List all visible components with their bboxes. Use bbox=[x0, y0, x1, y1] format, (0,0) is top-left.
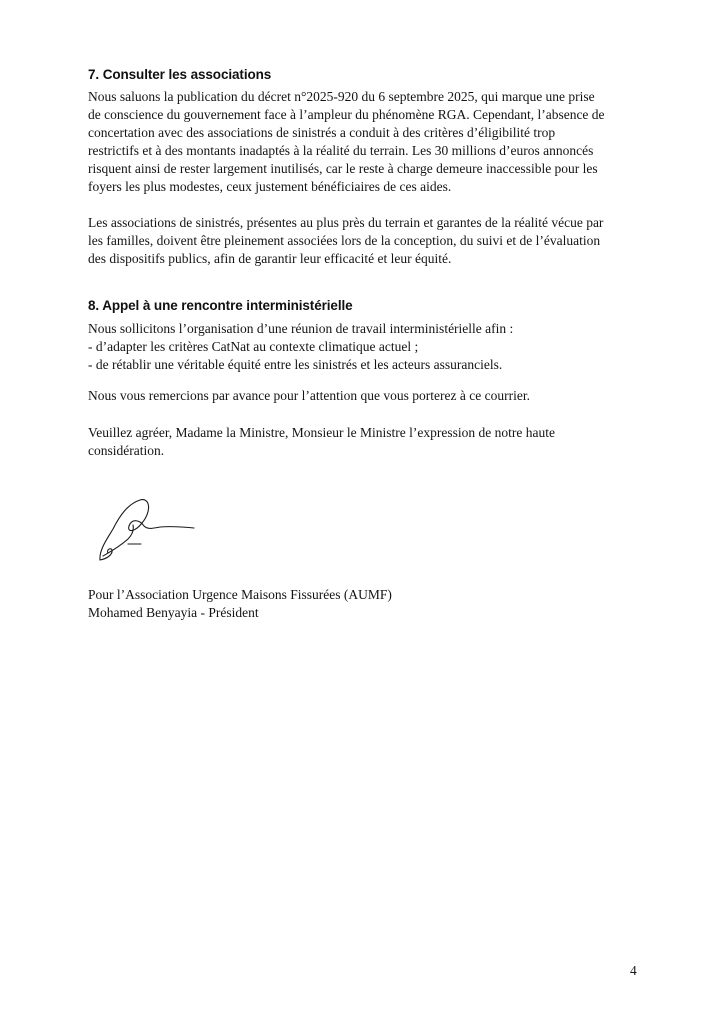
text-line: de conscience du gouvernement face à l’ampleur du phénomène RGA. Cependant, l’absence de bbox=[88, 107, 605, 122]
list-item: - d’adapter les critères CatNat au contexte climatique actuel ; bbox=[88, 339, 419, 354]
section-8-heading: 8. Appel à une rencontre interministérielle bbox=[88, 298, 353, 313]
signature-block bbox=[88, 586, 688, 622]
text-line: concertation avec des associations de sinistrés a conduit à des critères d’éligibilité trop bbox=[88, 125, 556, 140]
section-7-heading: 7. Consulter les associations bbox=[88, 67, 272, 82]
text-line: considération. bbox=[88, 443, 165, 458]
text-line: Nous vous remercions par avance pour l’attention que vous porterez à ce courrier. bbox=[88, 388, 530, 403]
thanks-paragraph bbox=[88, 387, 688, 405]
text-line: Les associations de sinistrés, présentes au plus près du terrain et garantes de la réalité vécue par bbox=[88, 215, 604, 230]
page-number: 4 bbox=[630, 963, 637, 978]
section-8-paragraph bbox=[88, 320, 688, 374]
text-line: Nous sollicitons l’organisation d’une réunion de travail interministérielle afin : bbox=[88, 321, 514, 336]
signatory-name: Mohamed Benyayia - Président bbox=[88, 605, 259, 620]
section-7-paragraph-1 bbox=[88, 88, 688, 196]
text-line: foyers les plus modestes, ceux justement bénéficiaires de ces aides. bbox=[88, 179, 452, 194]
handwritten-signature bbox=[88, 492, 203, 567]
signature-stroke bbox=[100, 500, 194, 560]
list-item: - de rétablir une véritable équité entre les sinistrés et les acteurs assuranciels. bbox=[88, 357, 503, 372]
text-line: restrictifs et à des montants inadaptés à la réalité du terrain. Les 30 millions d’euros annoncés bbox=[88, 143, 594, 158]
text-line: les familles, doivent être pleinement associées lors de la conception, du suivi et de l’évaluation bbox=[88, 233, 601, 248]
salutation-paragraph bbox=[88, 424, 688, 460]
text-line: des dispositifs publics, afin de garantir leur efficacité et leur équité. bbox=[88, 251, 452, 266]
text-line: Veuillez agréer, Madame la Ministre, Monsieur le Ministre l’expression de notre haute bbox=[88, 425, 555, 440]
text-line: risquent ainsi de rester largement inutilisés, car le reste à charge demeure inaccessible pour les bbox=[88, 161, 598, 176]
section-7-paragraph-2 bbox=[88, 214, 688, 268]
organization-name: Pour l’Association Urgence Maisons Fissurées (AUMF) bbox=[88, 587, 392, 602]
text-line: Nous saluons la publication du décret n°2025-920 du 6 septembre 2025, qui marque une prise bbox=[88, 89, 595, 104]
